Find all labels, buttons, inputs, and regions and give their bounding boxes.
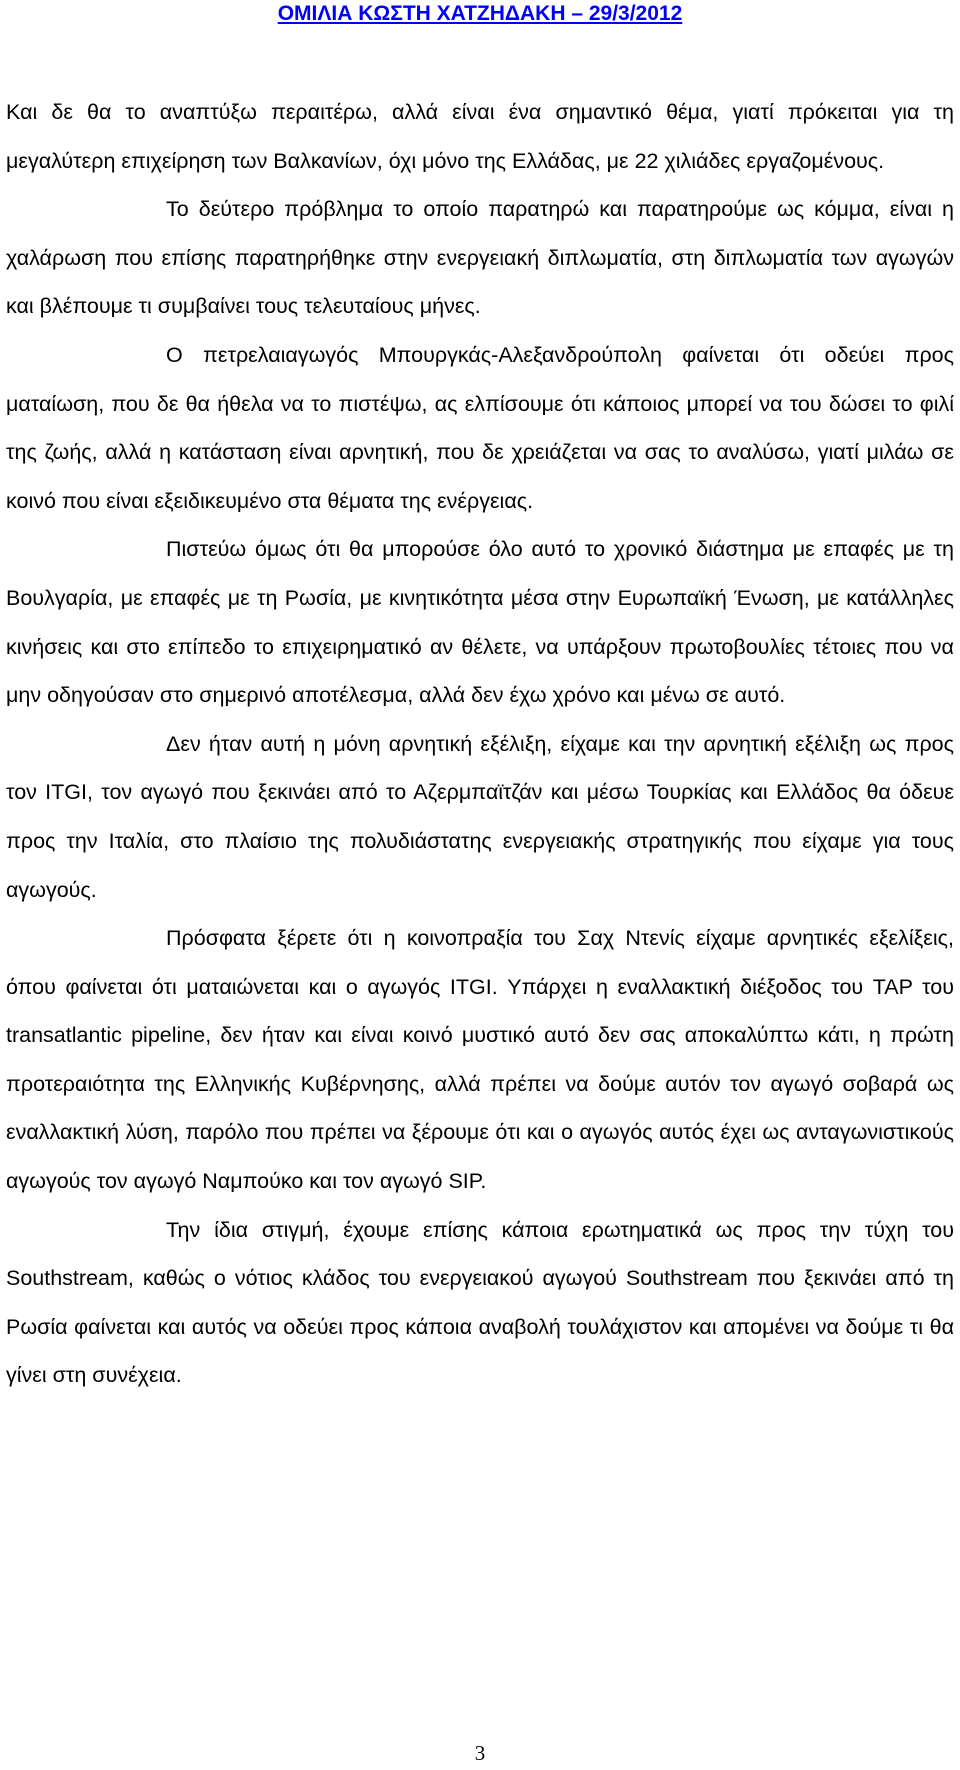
paragraph: Την ίδια στιγμή, έχουμε επίσης κάποια ερωτηματικά ως προς την τύχη του Southstream, καθώς ο νότιος κλάδος του ενεργειακού αγωγού Southstream που ξεκινάει από τη Ρωσία φαίνεται και αυτός να οδεύει προς κάποια αναβολή τουλάχιστον και απομένει να δούμε τι θα γίνει στη συνέχεια. xyxy=(6,1217,954,1388)
paragraph: Πιστεύω όμως ότι θα μπορούσε όλο αυτό το χρονικό διάστημα με επαφές με τη Βουλγαρία, με επαφές με τη Ρωσία, με κινητικότητα μέσα στην Ευρωπαϊκή Ένωση, με κατάλληλες κινήσεις και στο επίπεδο το επιχειρηματικό αν θέλετε, να υπάρξουν πρωτοβουλίες τέτοιες που να μην οδηγούσαν στο σημερινό αποτέλεσμα, αλλά δεν έχω χρόνο και μένω σε αυτό. xyxy=(6,537,954,708)
page-header: ΟΜΙΛΙΑ ΚΩΣΤΗ ΧΑΤΖΗΔΑΚΗ – 29/3/2012 xyxy=(277,2,683,25)
body-text xyxy=(6,88,954,1400)
paragraph: Και δε θα το αναπτύξω περαιτέρω, αλλά είναι ένα σημαντικό θέμα, γιατί πρόκειται για τη μεγαλύτερη επιχείρηση των Βαλκανίων, όχι μόνο της Ελλάδας, με 22 χιλιάδες εργαζομένους. xyxy=(6,100,954,173)
paragraph: Πρόσφατα ξέρετε ότι η κοινοπραξία του Σαχ Ντενίς είχαμε αρνητικές εξελίξεις, όπου φαίνεται ότι ματαιώνεται και ο αγωγός ITGI. Υπάρχει η εναλλακτική διέξοδος του TAP του transatlantic pipeline, δεν ήταν και είναι κοινό μυστικό αυτό δεν σας αποκαλύπτω κάτι, η πρώτη προτεραιότητα της Ελληνικής Κυβέρνησης, αλλά πρέπει να δούμε αυτόν τον αγωγό σοβαρά ως εναλλακτική λύση, παρόλο που πρέπει να ξέρουμε ότι και ο αγωγός αυτός έχει ως ανταγωνιστικούς αγωγούς τον αγωγό Ναμπούκο και τον αγωγό SIP. xyxy=(6,926,954,1194)
paragraph: Ο πετρελαιαγωγός Μπουργκάς-Αλεξανδρούπολη φαίνεται ότι οδεύει προς ματαίωση, που δε θα ήθελα να το πιστέψω, ας ελπίσουμε ότι κάποιος μπορεί να του δώσει το φιλί της ζωής, αλλά η κατάσταση είναι αρνητική, που δε χρειάζεται να σας το αναλύσω, γιατί μιλάω σε κοινό που είναι εξειδικευμένο στα θέματα της ενέργειας. xyxy=(6,342,954,513)
paragraph: Δεν ήταν αυτή η μόνη αρνητική εξέλιξη, είχαμε και την αρνητική εξέλιξη ως προς τον ITGI, τον αγωγό που ξεκινάει από το Αζερμπαϊτζάν και μέσω Τουρκίας και Ελλάδος θα όδευε προς την Ιταλία, στο πλαίσιο της πολυδιάστατης ενεργειακής στρατηγικής που είχαμε για τους αγωγούς. xyxy=(6,731,954,902)
page-number: 3 xyxy=(474,1741,486,1765)
paragraph: Το δεύτερο πρόβλημα το οποίο παρατηρώ και παρατηρούμε ως κόμμα, είναι η χαλάρωση που επίσης παρατηρήθηκε στην ενεργειακή διπλωματία, στη διπλωματία των αγωγών και βλέπουμε τι συμβαίνει τους τελευταίους μήνες. xyxy=(6,197,954,319)
